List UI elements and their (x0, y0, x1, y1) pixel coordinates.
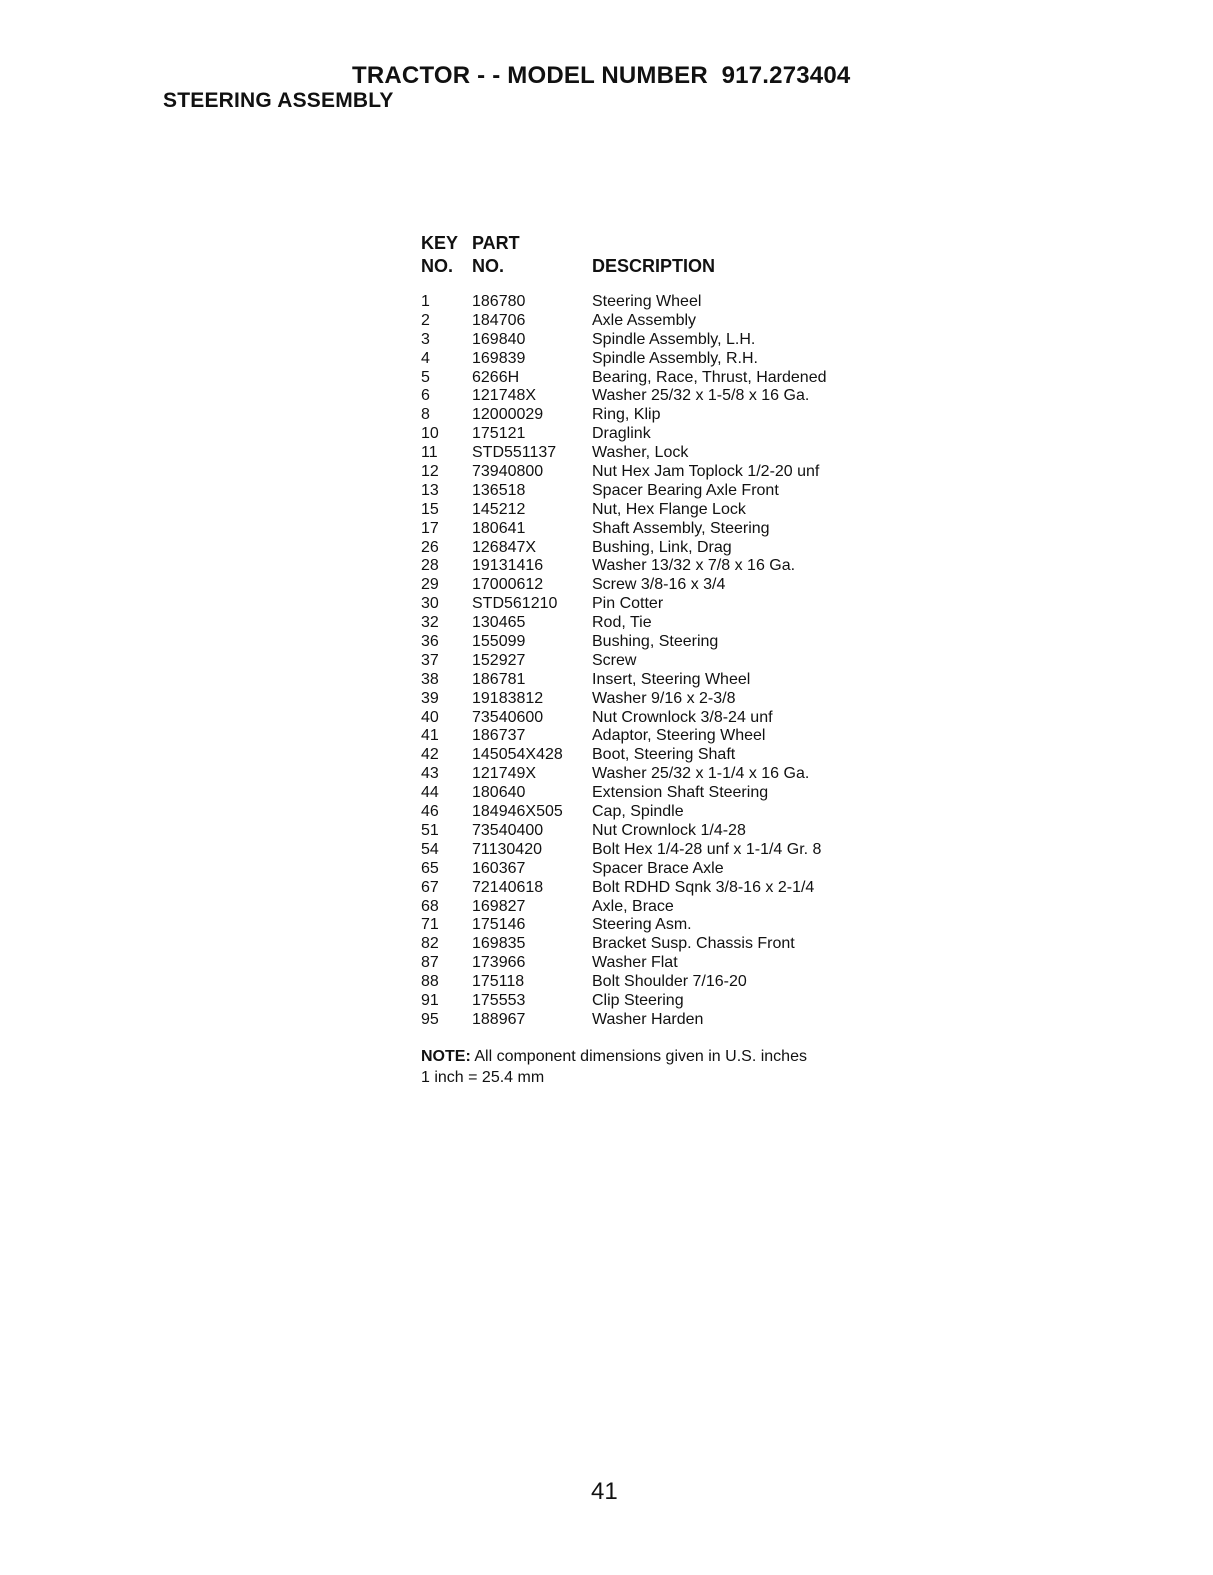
part-number: 12000029 (472, 406, 544, 424)
key-number: 51 (421, 821, 439, 839)
parts-row (421, 557, 881, 576)
parts-row (421, 784, 881, 803)
part-number: 175121 (472, 425, 526, 443)
key-number: 6 (421, 387, 430, 405)
part-description: Steering Wheel (592, 293, 702, 310)
part-number: 19131416 (472, 557, 544, 575)
key-number: 68 (421, 897, 439, 915)
part-number: 169839 (472, 349, 526, 367)
parts-row (421, 312, 881, 331)
key-number: 36 (421, 633, 439, 651)
parts-row (421, 633, 881, 652)
note (421, 1046, 807, 1088)
part-number: 184946X505 (472, 803, 563, 821)
parts-list (421, 293, 881, 1030)
parts-row (421, 595, 881, 614)
key-number: 12 (421, 463, 439, 481)
key-number: 11 (421, 444, 438, 462)
part-number: 188967 (472, 1010, 526, 1028)
parts-row (421, 444, 881, 463)
key-number: 44 (421, 784, 439, 802)
part-description: Nut Hex Jam Toplock 1/2-20 unf (592, 463, 820, 481)
part-number: 121749X (472, 765, 537, 783)
parts-row (421, 746, 881, 765)
part-number: 73540400 (472, 821, 544, 839)
key-number: 30 (421, 595, 439, 613)
part-description: Pin Cotter (592, 595, 664, 613)
part-description: Nut Crownlock 1/4-28 (592, 821, 746, 839)
part-number: 121748X (472, 387, 537, 405)
parts-row (421, 463, 881, 482)
part-number: 169840 (472, 330, 526, 348)
part-description: Washer 9/16 x 2-3/8 (592, 689, 736, 707)
parts-row (421, 992, 881, 1011)
part-number: 180640 (472, 784, 526, 802)
key-number: 17 (421, 519, 439, 537)
part-description: Bushing, Link, Drag (592, 538, 732, 556)
key-number: 26 (421, 538, 439, 556)
key-number: 88 (421, 973, 439, 991)
part-description: Axle Assembly (592, 311, 697, 329)
part-description: Spindle Assembly, R.H. (592, 349, 758, 367)
part-number: 145054X428 (472, 746, 563, 764)
key-number: 67 (421, 878, 439, 896)
part-number: 160367 (472, 859, 526, 877)
part-description: Bearing, Race, Thrust, Hardened (592, 368, 827, 386)
parts-row (421, 576, 881, 595)
part-number: 186781 (472, 670, 526, 688)
parts-row (421, 727, 881, 746)
part-description: Bushing, Steering (592, 633, 719, 651)
part-number: 186737 (472, 727, 526, 745)
parts-row (421, 614, 881, 633)
header-description: DESCRIPTION (592, 256, 716, 276)
note-line-1 (421, 1046, 807, 1067)
part-number: STD561210 (472, 595, 558, 613)
part-description: Cap, Spindle (592, 803, 684, 821)
header-key-bottom: NO. (421, 256, 454, 276)
key-number: 65 (421, 859, 439, 877)
key-number: 13 (421, 481, 439, 499)
part-number: 73540600 (472, 708, 544, 726)
part-number: 184706 (472, 311, 526, 329)
key-number: 54 (421, 840, 439, 858)
key-number: 82 (421, 935, 439, 953)
part-description: Washer Flat (592, 954, 678, 972)
parts-row (421, 1011, 881, 1030)
key-number: 15 (421, 500, 439, 518)
part-number: 72140618 (472, 878, 544, 896)
part-description: Rod, Tie (592, 614, 652, 632)
key-number: 41 (421, 727, 439, 745)
part-description: Draglink (592, 425, 651, 443)
key-number: 40 (421, 708, 439, 726)
note-line-2: 1 inch = 25.4 mm (421, 1069, 545, 1086)
key-number: 10 (421, 425, 439, 443)
part-description: Washer Harden (592, 1010, 704, 1028)
key-number: 28 (421, 557, 439, 575)
parts-row (421, 501, 881, 520)
part-number: 73940800 (472, 463, 544, 481)
part-description: Axle, Brace (592, 897, 674, 915)
parts-row (421, 954, 881, 973)
key-number: 38 (421, 670, 439, 688)
part-number: 152927 (472, 651, 526, 669)
section-title: STEERING ASSEMBLY (163, 89, 394, 112)
page-number: 41 (591, 1478, 618, 1505)
part-description: Spacer Brace Axle (592, 859, 724, 877)
key-number: 71 (421, 916, 439, 934)
parts-row (421, 709, 881, 728)
part-description: Extension Shaft Steering (592, 784, 769, 802)
part-number: 169835 (472, 935, 526, 953)
part-description: Bolt RDHD Sqnk 3/8-16 x 2-1/4 (592, 878, 815, 896)
part-description: Insert, Steering Wheel (592, 670, 751, 688)
key-number: 87 (421, 954, 439, 972)
key-number: 5 (421, 368, 430, 386)
page-title: TRACTOR - - MODEL NUMBER 917.273404 (352, 62, 851, 89)
parts-row (421, 369, 881, 388)
part-description: Ring, Klip (592, 406, 661, 424)
parts-row (421, 520, 881, 539)
key-number: 29 (421, 576, 439, 594)
parts-row (421, 482, 881, 501)
part-description: Clip Steering (592, 991, 684, 1009)
part-number: 145212 (472, 500, 526, 518)
part-description: Shaft Assembly, Steering (592, 519, 770, 537)
key-number: 4 (421, 349, 430, 367)
part-number: 180641 (472, 519, 526, 537)
header-part-top: PART (472, 233, 520, 253)
parts-row (421, 539, 881, 558)
parts-row (421, 652, 881, 671)
part-number: 136518 (472, 481, 526, 499)
part-description: Washer 25/32 x 1-5/8 x 16 Ga. (592, 387, 810, 405)
note-text: All component dimensions given in U.S. inches (470, 1048, 807, 1065)
part-number: 169827 (472, 897, 526, 915)
parts-row (421, 898, 881, 917)
parts-row (421, 879, 881, 898)
parts-row (421, 841, 881, 860)
part-description: Washer 25/32 x 1-1/4 x 16 Ga. (592, 765, 810, 783)
part-description: Steering Asm. (592, 916, 692, 934)
part-description: Boot, Steering Shaft (592, 746, 736, 764)
parts-row (421, 860, 881, 879)
key-number: 91 (421, 991, 439, 1009)
part-number: STD551137 (472, 444, 557, 462)
part-description: Washer 13/32 x 7/8 x 16 Ga. (592, 557, 796, 575)
key-number: 39 (421, 689, 439, 707)
part-description: Nut, Hex Flange Lock (592, 500, 746, 518)
key-number: 8 (421, 406, 430, 424)
parts-row (421, 973, 881, 992)
header-part-bottom: NO. (472, 256, 505, 276)
header-key-top: KEY (421, 233, 459, 253)
note-label: NOTE: (421, 1048, 471, 1065)
key-number: 3 (421, 330, 430, 348)
part-number: 19183812 (472, 689, 544, 707)
part-description: Bracket Susp. Chassis Front (592, 935, 795, 953)
part-description: Washer, Lock (592, 444, 689, 462)
part-description: Screw 3/8-16 x 3/4 (592, 576, 726, 594)
parts-row (421, 671, 881, 690)
key-number: 2 (421, 311, 430, 329)
part-number: 71130420 (472, 840, 542, 858)
part-number: 130465 (472, 614, 526, 632)
part-description: Adaptor, Steering Wheel (592, 727, 766, 745)
key-number: 95 (421, 1010, 439, 1028)
parts-row (421, 765, 881, 784)
parts-row (421, 331, 881, 350)
key-number: 43 (421, 765, 439, 783)
parts-row (421, 935, 881, 954)
parts-row (421, 293, 881, 312)
parts-row (421, 350, 881, 369)
part-number: 6266H (472, 368, 520, 386)
part-number: 175146 (472, 916, 526, 934)
part-description: Bolt Hex 1/4-28 unf x 1-1/4 Gr. 8 (592, 840, 822, 858)
part-description: Bolt Shoulder 7/16-20 (592, 973, 747, 991)
part-number: 155099 (472, 633, 526, 651)
part-number: 175118 (472, 973, 525, 991)
key-number: 32 (421, 614, 439, 632)
key-number: 1 (421, 293, 430, 310)
parts-row (421, 803, 881, 822)
key-number: 37 (421, 651, 439, 669)
parts-row (421, 387, 881, 406)
part-number: 17000612 (472, 576, 544, 594)
parts-row (421, 690, 881, 709)
key-number: 42 (421, 746, 439, 764)
part-number: 126847X (472, 538, 537, 556)
parts-row (421, 406, 881, 425)
part-description: Spacer Bearing Axle Front (592, 481, 779, 499)
part-number: 173966 (472, 954, 526, 972)
part-description: Nut Crownlock 3/8-24 unf (592, 708, 773, 726)
part-number: 186780 (472, 293, 526, 310)
parts-row (421, 822, 881, 841)
part-description: Screw (592, 651, 637, 669)
key-number: 46 (421, 803, 439, 821)
part-number: 175553 (472, 991, 526, 1009)
parts-row (421, 916, 881, 935)
part-description: Spindle Assembly, L.H. (592, 330, 756, 348)
parts-row (421, 425, 881, 444)
